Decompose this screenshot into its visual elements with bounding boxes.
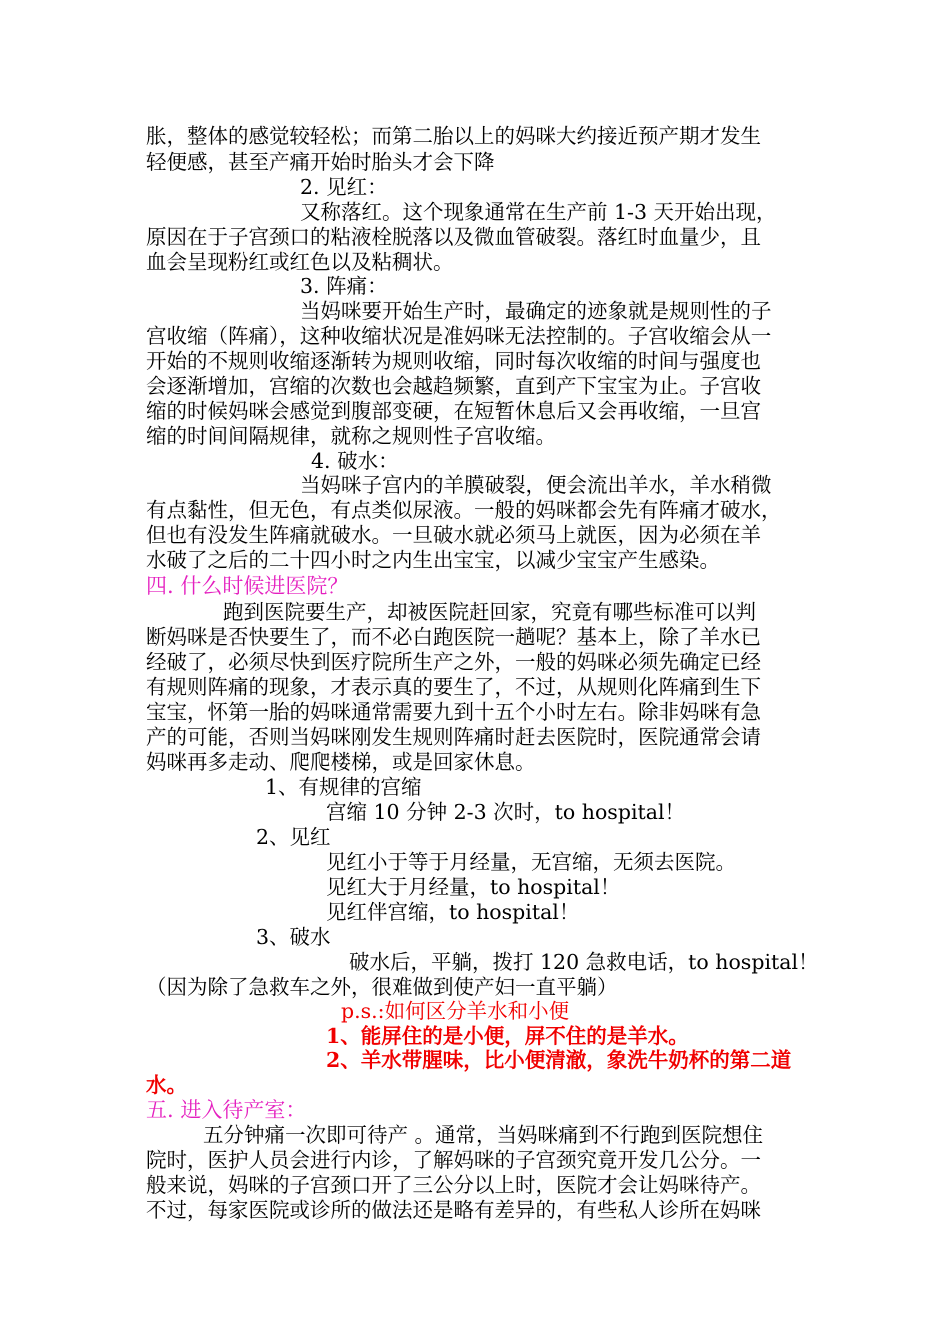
text-line: 院时，医护人员会进行内诊，了解妈咪的子宫颈究竟开发几公分。一 xyxy=(146,1148,761,1172)
section-heading-5: 五. 进入待产室： xyxy=(146,1098,307,1122)
ps-line: 水。 xyxy=(146,1073,187,1097)
criteria-title: 1、有规律的宫缩 xyxy=(265,775,422,799)
text-line: 宫收缩（阵痛），这种收缩状况是准妈咪无法控制的。子宫收缩会从一 xyxy=(146,324,772,348)
text-line: 产的可能，否则当妈咪刚发生规则阵痛时赶去医院时，医院通常会请 xyxy=(146,725,761,749)
text-line: 又称落红。这个现象通常在生产前 1-3 天开始出现， xyxy=(300,200,777,224)
criteria-title: 3、破水 xyxy=(256,925,331,949)
text-line: 跑到医院要生产，却被医院赶回家，究竟有哪些标准可以判 xyxy=(223,600,756,624)
list-item-title: 3. 阵痛： xyxy=(300,274,388,298)
text-line: 见红大于月经量，to hospital！ xyxy=(326,875,621,899)
text-line: 当妈咪要开始生产时，最确定的迹象就是规则性的子 xyxy=(300,299,772,323)
text-line: 当妈咪子宫内的羊膜破裂，便会流出羊水，羊水稍微 xyxy=(300,473,772,497)
text-line: 宝宝，怀第一胎的妈咪通常需要九到十五个小时左右。除非妈咪有急 xyxy=(146,700,761,724)
text-line: 有规则阵痛的现象，才表示真的要生了，不过，从规则化阵痛到生下 xyxy=(146,675,761,699)
text-line: 水破了之后的二十四小时之内生出宝宝，以减少宝宝产生感染。 xyxy=(146,548,720,572)
text-line: 轻便感，甚至产痛开始时胎头才会下降 xyxy=(146,150,495,174)
text-line: 开始的不规则收缩逐渐转为规则收缩，同时每次收缩的时间与强度也 xyxy=(146,349,761,373)
text-line: 原因在于子宫颈口的粘液栓脱落以及微血管破裂。落红时血量少，且 xyxy=(146,225,761,249)
ps-line: 1、能屏住的是小便，屏不住的是羊水。 xyxy=(326,1024,689,1048)
text-line: 经破了，必须尽快到医疗院所生产之外，一般的妈咪必须先确定已经 xyxy=(146,650,761,674)
text-line: 缩的时间间隔规律，就称之规则性子宫收缩。 xyxy=(146,424,556,448)
text-line: 会逐渐增加，宫缩的次数也会越趋频繁，直到产下宝宝为止。子宫收 xyxy=(146,374,761,398)
text-line: 缩的时候妈咪会感觉到腹部变硬，在短暂休息后又会再收缩，一旦宫 xyxy=(146,399,761,423)
ps-line: 2、羊水带腥味，比小便清澈，象洗牛奶杯的第二道 xyxy=(326,1048,792,1072)
text-line: （因为除了急救车之外，很难做到使产妇一直平躺） xyxy=(146,975,618,999)
section-heading-4: 四. 什么时候进医院？ xyxy=(146,574,349,598)
text-line: 有点黏性，但无色，有点类似尿液。一般的妈咪都会先有阵痛才破水， xyxy=(146,498,782,522)
text-line: 五分钟痛一次即可待产 。通常，当妈咪痛到不行跑到医院想住 xyxy=(203,1123,764,1147)
text-line: 血会呈现粉红或红色以及粘稠状。 xyxy=(146,250,454,274)
ps-title: p.s.:如何区分羊水和小便 xyxy=(341,999,570,1023)
text-line: 见红伴宫缩，to hospital！ xyxy=(326,900,580,924)
list-item-title: 2. 见红： xyxy=(300,175,388,199)
criteria-title: 2、见红 xyxy=(256,825,331,849)
text-line: 胀，整体的感觉较轻松；而第二胎以上的妈咪大约接近预产期才发生 xyxy=(146,124,761,148)
text-line: 断妈咪是否快要生了，而不必白跑医院一趟呢？基本上，除了羊水已 xyxy=(146,625,761,649)
list-item-title: 4. 破水： xyxy=(311,449,399,473)
text-line: 破水后，平躺，拨打 120 急救电话，to hospital！ xyxy=(349,950,819,974)
text-line: 妈咪再多走动、爬爬楼梯，或是回家休息。 xyxy=(146,750,536,774)
text-line: 宫缩 10 分钟 2-3 次时，to hospital！ xyxy=(326,800,686,824)
text-line: 般来说，妈咪的子宫颈口开了三公分以上时，医院才会让妈咪待产。 xyxy=(146,1173,761,1197)
text-line: 但也有没发生阵痛就破水。一旦破水就必须马上就医，因为必须在羊 xyxy=(146,523,761,547)
text-line: 见红小于等于月经量，无宫缩，无须去医院。 xyxy=(326,850,736,874)
text-line: 不过，每家医院或诊所的做法还是略有差异的，有些私人诊所在妈咪 xyxy=(146,1198,761,1222)
